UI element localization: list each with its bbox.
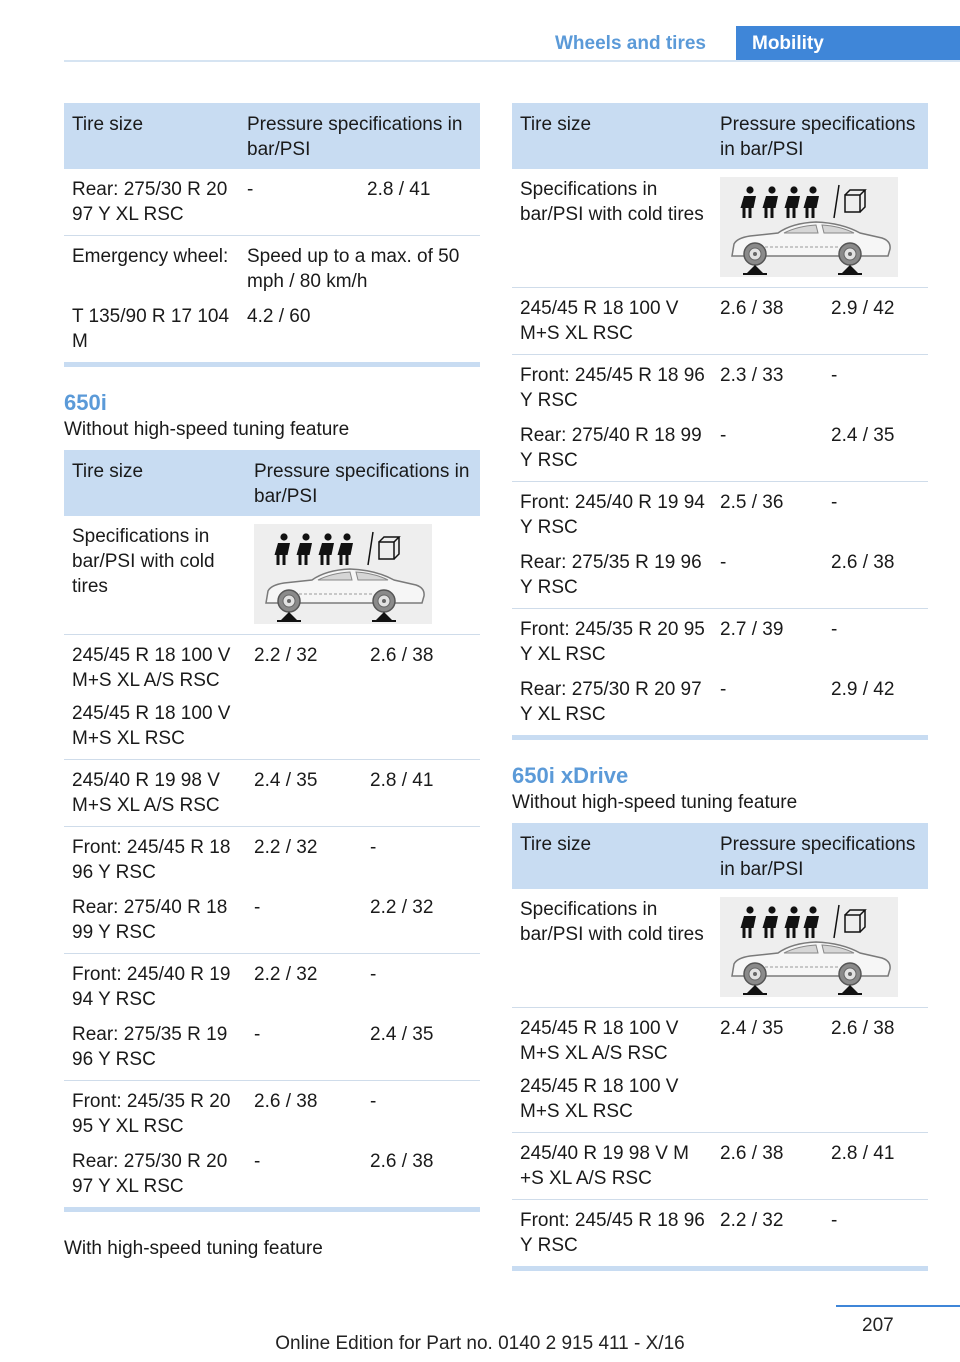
normal-load-cell: - bbox=[247, 179, 254, 200]
chapter-tab: Mobility bbox=[736, 26, 960, 62]
car-load-pictogram-icon bbox=[720, 177, 898, 277]
table-row bbox=[512, 1008, 928, 1133]
table-row bbox=[64, 827, 480, 894]
tire-size-cell: Front: 245/40 R 19 94 Y RSC bbox=[64, 954, 246, 1021]
tire-size-cell: Rear: 275/30 R 20 97 Y XL RSC bbox=[72, 1151, 228, 1197]
tire-size-cell: 245/40 R 19 98 V M +S XL A/S RSC bbox=[512, 1133, 712, 1200]
table-row bbox=[512, 421, 928, 482]
full-load-cell: - bbox=[823, 1200, 928, 1267]
table-row bbox=[512, 1200, 928, 1267]
table-row bbox=[512, 355, 928, 422]
edition-footer: Online Edition for Part no. 0140 2 915 411 - X/16 bbox=[275, 1333, 685, 1354]
tire-size-cell: Front: 245/45 R 18 96 Y RSC bbox=[512, 1200, 712, 1267]
page-number: 207 bbox=[862, 1315, 894, 1336]
tire-size-cell: Front: 245/45 R 18 96 Y RSC bbox=[64, 827, 246, 894]
tire-pressure-table bbox=[64, 450, 480, 1207]
full-load-cell: 2.6 / 38 bbox=[823, 1008, 928, 1133]
table-row bbox=[512, 1133, 928, 1200]
full-load-cell: 2.6 / 38 bbox=[831, 552, 895, 573]
normal-load-cell: 2.2 / 32 bbox=[246, 635, 362, 760]
tire-pressure-table-high-speed bbox=[512, 103, 928, 735]
speed-limit-cell: Speed up to a max. of 50 mph / 80 km/h bbox=[239, 236, 480, 303]
full-load-cell: 2.8 / 41 bbox=[362, 760, 480, 827]
full-load-cell: 2.4 / 35 bbox=[831, 425, 895, 446]
normal-load-cell: 2.5 / 36 bbox=[712, 482, 823, 549]
model-subheading: Without high-speed tuning feature bbox=[64, 419, 350, 440]
table-header bbox=[512, 823, 928, 889]
cold-tires-note: Specifications in bar/PSI with cold tires bbox=[520, 179, 704, 225]
cold-tires-note: Specifications in bar/PSI with cold tires bbox=[520, 899, 704, 945]
table-row bbox=[64, 302, 480, 362]
full-load-cell: - bbox=[362, 1081, 480, 1148]
table-header bbox=[64, 103, 480, 169]
normal-load-cell: 2.6 / 38 bbox=[712, 1133, 823, 1200]
full-load-cell: 2.4 / 35 bbox=[370, 1024, 434, 1045]
full-load-cell: 2.2 / 32 bbox=[370, 897, 434, 918]
table-end-bar bbox=[512, 735, 928, 740]
full-load-cell: - bbox=[823, 355, 928, 422]
normal-load-cell: - bbox=[720, 679, 727, 700]
model-heading: 650i xDrive bbox=[512, 763, 629, 788]
normal-load-cell: 2.6 / 38 bbox=[246, 1081, 362, 1148]
table-row bbox=[512, 889, 928, 1008]
tire-size-cell: 245/40 R 19 98 V M+S XL A/S RSC bbox=[64, 760, 246, 827]
page-number-rule bbox=[836, 1305, 960, 1307]
normal-load-cell: 2.4 / 35 bbox=[246, 760, 362, 827]
full-load-cell: - bbox=[362, 954, 480, 1021]
pressure-header: Pressure specifications in bar/PSI bbox=[712, 103, 928, 169]
tire-size-cell: T 135/90 R 17 104 M bbox=[72, 306, 230, 352]
tire-size-header: Tire size bbox=[512, 823, 712, 889]
table-row bbox=[512, 548, 928, 609]
tire-size-cell bbox=[64, 635, 246, 760]
table-row bbox=[64, 169, 480, 236]
table-row bbox=[64, 893, 480, 954]
right-column bbox=[512, 103, 928, 1271]
tire-size-text: 245/45 R 18 100 V M+S XL A/S RSC bbox=[72, 645, 231, 691]
normal-load-cell: 2.2 / 32 bbox=[246, 954, 362, 1021]
full-load-cell: 2.6 / 38 bbox=[370, 1151, 434, 1172]
tire-size-text: 245/45 R 18 100 V M+S XL A/S RSC bbox=[520, 1018, 679, 1064]
full-load-cell: 2.9 / 42 bbox=[831, 679, 895, 700]
tire-pressure-table-xdrive bbox=[512, 823, 928, 1266]
table-row bbox=[64, 1147, 480, 1207]
car-load-pictogram-icon bbox=[720, 897, 898, 997]
tire-pressure-table-continued bbox=[64, 103, 480, 362]
table-row bbox=[512, 609, 928, 676]
normal-load-cell: 2.7 / 39 bbox=[712, 609, 823, 676]
model-heading: 650i bbox=[64, 390, 107, 415]
tire-size-cell: Front: 245/40 R 19 94 Y RSC bbox=[512, 482, 712, 549]
tire-size-cell: Emergency wheel: bbox=[64, 236, 239, 303]
tire-size-cell: 245/45 R 18 100 V M+S XL RSC bbox=[512, 288, 712, 355]
full-load-cell: - bbox=[362, 827, 480, 894]
tire-size-cell: Rear: 275/35 R 19 96 Y RSC bbox=[520, 552, 702, 598]
tire-size-cell: Rear: 275/40 R 18 99 Y RSC bbox=[520, 425, 702, 471]
table-end-bar bbox=[64, 362, 480, 367]
normal-load-cell: - bbox=[254, 1024, 261, 1045]
table-row bbox=[512, 675, 928, 735]
table-header bbox=[512, 103, 928, 169]
tire-size-header: Tire size bbox=[64, 103, 239, 169]
normal-load-cell: 2.6 / 38 bbox=[712, 288, 823, 355]
normal-load-cell: 2.2 / 32 bbox=[712, 1200, 823, 1267]
left-column bbox=[64, 103, 480, 1262]
tire-size-cell: Rear: 275/30 R 20 97 Y XL RSC bbox=[72, 179, 228, 225]
cold-tires-note: Specifications in bar/PSI with cold tires bbox=[72, 526, 215, 597]
table-row bbox=[64, 1020, 480, 1081]
full-load-cell: 2.8 / 41 bbox=[823, 1133, 928, 1200]
tire-size-cell bbox=[512, 1008, 712, 1133]
pressure-header: Pressure specifications in bar/PSI bbox=[712, 823, 928, 889]
tire-size-cell: Front: 245/45 R 18 96 Y RSC bbox=[512, 355, 712, 422]
tire-size-cell: Rear: 275/30 R 20 97 Y XL RSC bbox=[520, 679, 702, 725]
normal-load-cell: - bbox=[254, 1151, 261, 1172]
full-load-cell: - bbox=[823, 482, 928, 549]
normal-load-cell: - bbox=[720, 552, 727, 573]
tire-size-cell: Rear: 275/40 R 18 99 Y RSC bbox=[72, 897, 228, 943]
tire-size-cell: Front: 245/35 R 20 95 Y XL RSC bbox=[64, 1081, 246, 1148]
full-load-cell: - bbox=[823, 609, 928, 676]
full-load-cell: 2.8 / 41 bbox=[367, 179, 431, 200]
table-row bbox=[512, 169, 928, 288]
table-row bbox=[64, 760, 480, 827]
tire-size-cell: Rear: 275/35 R 19 96 Y RSC bbox=[72, 1024, 228, 1070]
normal-load-cell: - bbox=[720, 425, 727, 446]
full-load-cell: 2.6 / 38 bbox=[362, 635, 480, 760]
pressure-cell: 4.2 / 60 bbox=[247, 306, 311, 327]
pressure-header: Pressure specifications in bar/PSI bbox=[246, 450, 480, 516]
car-load-pictogram-icon bbox=[254, 524, 432, 624]
header-rule bbox=[64, 60, 960, 62]
table-row bbox=[64, 954, 480, 1021]
tire-size-header: Tire size bbox=[64, 450, 246, 516]
tire-size-alt-text: 245/45 R 18 100 V M+S XL RSC bbox=[520, 1076, 679, 1122]
tire-size-cell: Front: 245/35 R 20 95 Y XL RSC bbox=[512, 609, 712, 676]
table-row bbox=[512, 288, 928, 355]
normal-load-cell: 2.3 / 33 bbox=[712, 355, 823, 422]
normal-load-cell: 2.2 / 32 bbox=[246, 827, 362, 894]
normal-load-cell: 2.4 / 35 bbox=[712, 1008, 823, 1133]
normal-load-cell: - bbox=[254, 897, 261, 918]
table-row bbox=[512, 482, 928, 549]
model-subheading: Without high-speed tuning feature bbox=[512, 792, 798, 813]
table-row bbox=[64, 1081, 480, 1148]
pressure-header: Pressure specifications in bar/PSI bbox=[239, 103, 480, 169]
table-end-bar bbox=[64, 1207, 480, 1212]
table-row bbox=[64, 236, 480, 303]
table-header bbox=[64, 450, 480, 516]
table-row bbox=[64, 635, 480, 760]
tire-size-header: Tire size bbox=[512, 103, 712, 169]
table-end-bar bbox=[512, 1266, 928, 1271]
full-load-cell: 2.9 / 42 bbox=[823, 288, 928, 355]
table-row bbox=[64, 516, 480, 635]
tire-size-alt-text: 245/45 R 18 100 V M+S XL RSC bbox=[72, 703, 231, 749]
high-speed-heading: With high-speed tuning feature bbox=[64, 1238, 323, 1259]
section-title: Wheels and tires bbox=[555, 33, 706, 54]
